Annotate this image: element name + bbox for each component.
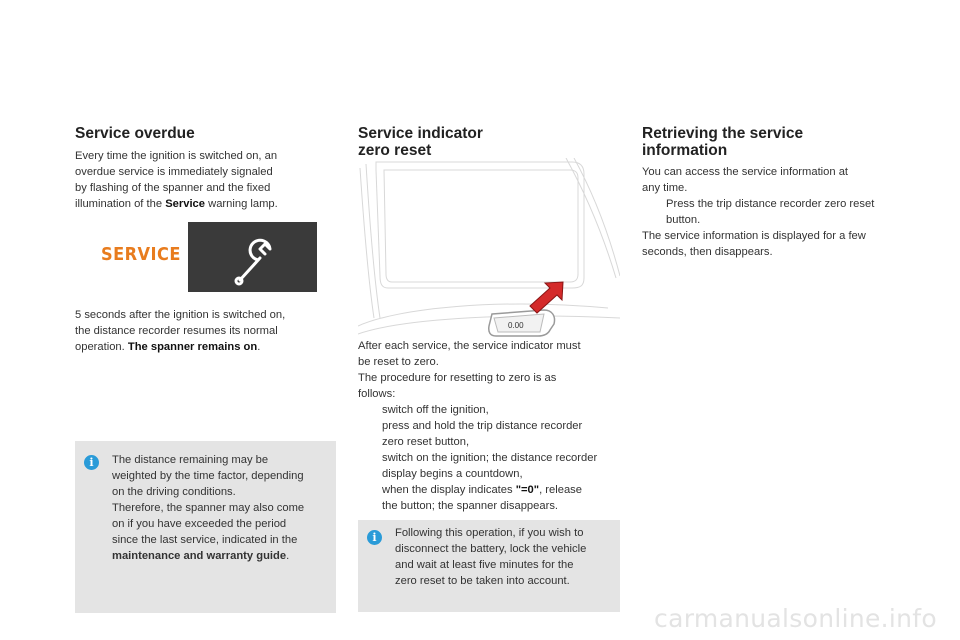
service-warning-lamp: SERVICE [101,244,181,265]
retrieving-info-text: You can access the service information at any time. Press the trip distance recorder zero reset button. The service information is displayed for a few seconds, then disappears. [642,164,912,260]
step-switch-off: switch off the ignition, [382,404,489,416]
reset-button-label: 0.00 [508,321,524,330]
step-switch-on: switch on the ignition; the distance recorder display begins a countdown, [382,452,598,480]
spanner-display-panel [188,222,317,292]
red-arrow-icon [530,282,563,313]
spanner-icon [188,222,317,292]
dashboard-illustration [358,158,620,338]
heading-zero-reset: Service indicator zero reset [358,125,483,159]
heading-retrieving-info: Retrieving the service information [642,125,804,159]
zero-reset-instructions: After each service, the service indicator must be reset to zero. The procedure for resetting to zero is as follows: switch off the ignition, press and hold the trip distance recorder zero reset button, switch on the ignition; the distance recorder display begins a countdown, when the display indicates "=0", release the button; the spanner disappears. [358,338,628,514]
step-press-hold: press and hold the trip distance recorder zero reset button, [382,420,583,448]
info-note-battery-text: Following this operation, if you wish to disconnect the battery, lock the vehicle and wait at least five minutes for the zero reset to be taken into account. [395,527,587,587]
step-press-reset: Press the trip distance recorder zero reset button. [666,198,875,226]
info-note-text: The distance remaining may be weighted by the time factor, depending on the driving conditions. Therefore, the spanner may also come on if you have exceeded the period since the last service, indicated in the maintenance and warranty guide. [112,454,305,562]
service-overdue-text: Every time the ignition is switched on, an overdue service is immediately signaled by flashing of the spanner and the fixed illumination of the Service warning lamp. [75,150,278,210]
step-release: when the display indicates "=0", release the button; the spanner disappears. [382,484,583,512]
dashboard-diagram [358,158,620,338]
resume-operation-text: 5 seconds after the ignition is switched on, the distance recorder resumes its normal operation. The spanner remains on. [75,309,286,353]
info-note-battery [358,520,620,612]
info-icon: i [84,455,99,470]
info-icon: i [367,530,382,545]
info-note-distance [75,441,336,613]
footer-watermark: carmanualsonline.info [654,604,937,633]
heading-service-overdue: Service overdue [75,125,195,142]
